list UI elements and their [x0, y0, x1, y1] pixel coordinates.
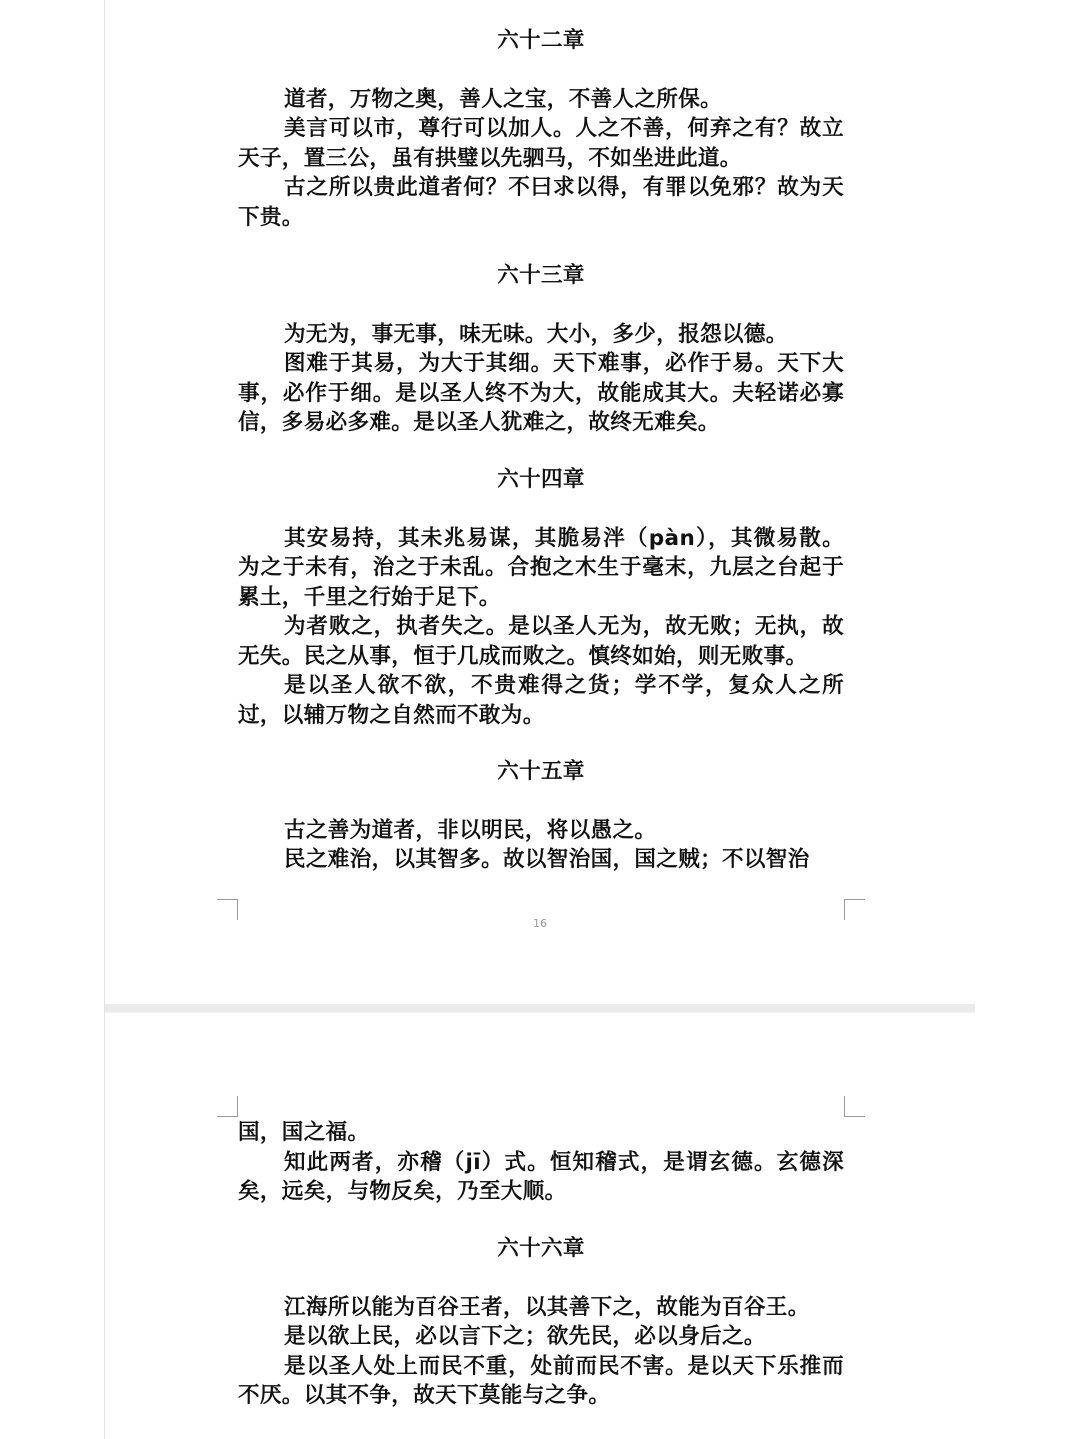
paragraph: 古之所以贵此道者何？不曰求以得，有罪以免邪？故为天下贵。	[238, 175, 844, 230]
paragraph: 民之难治，以其智多。故以智治国，国之贼；不以智治	[284, 847, 810, 872]
chapter-65	[238, 757, 844, 875]
chapter-heading: 六十二章	[497, 28, 585, 53]
viewport-left-border	[104, 0, 105, 1439]
paragraph: 其安易持，其未兆易谋，其脆易泮（pàn），其微易散。为之于未有，治之于未乱。合抱之木生于毫末，九层之台起于累土，千里之行始于足下。	[238, 525, 844, 610]
paragraph: 古之善为道者，非以明民，将以愚之。	[284, 817, 657, 843]
paragraph: 美言可以市，尊行可以加人。人之不善，何弃之有？故立天子，置三公，虽有拱璧以先驷马，不如坐进此道。	[238, 116, 844, 171]
paragraph: 为无为，事无事，味无味。大小，多少，报怨以德。	[284, 321, 788, 347]
paragraph: 是以欲上民，必以言下之；欲先民，必以身后之。	[284, 1324, 766, 1349]
paragraph: 道者，万物之奥，善人之宝，不善人之所保。	[284, 86, 723, 112]
chapter-heading: 六十三章	[497, 263, 585, 288]
chapter-heading: 六十六章	[497, 1236, 585, 1261]
crop-mark-top-right	[844, 1096, 865, 1117]
paragraph: 是以圣人欲不欲，不贵难得之货；学不学，复众人之所过，以辅万物之自然而不敢为。	[238, 673, 844, 728]
chapter-heading: 六十四章	[497, 467, 585, 492]
paragraph: 国，国之福。	[238, 1120, 370, 1145]
chapter-63	[238, 261, 844, 438]
paragraph: 为者败之，执者失之。是以圣人无为，故无败；无执，故无失。民之从事，恒于几成而败之。慎终如始，则无败事。	[238, 614, 844, 669]
page-separator	[105, 1004, 975, 1012]
chapter-65-continued	[238, 1118, 844, 1207]
chapter-heading: 六十五章	[497, 759, 585, 784]
paragraph: 图难于其易，为大于其细。天下难事，必作于易。天下大事，必作于细。是以圣人终不为大，故能成其大。夫轻诺必寡信，多易必多难。是以圣人犹难之，故终无难矣。	[238, 351, 844, 435]
paragraph: 江海所以能为百谷王者，以其善下之，故能为百谷王。	[284, 1294, 810, 1320]
chapter-62	[238, 26, 844, 232]
page-number: 16	[533, 917, 547, 930]
crop-mark-top-left	[217, 1096, 238, 1117]
chapter-64	[238, 465, 844, 730]
chapter-66	[238, 1234, 844, 1411]
paragraph: 知此两者，亦稽（jī）式。恒知稽式，是谓玄德。玄德深矣，远矣，与物反矣，乃至大顺。	[238, 1149, 844, 1204]
paragraph: 是以圣人处上而民不重，处前而民不害。是以天下乐推而不厌。以其不争，故天下莫能与之争。	[238, 1353, 844, 1408]
crop-mark-bottom-right	[844, 899, 865, 920]
crop-mark-bottom-left	[217, 899, 238, 920]
